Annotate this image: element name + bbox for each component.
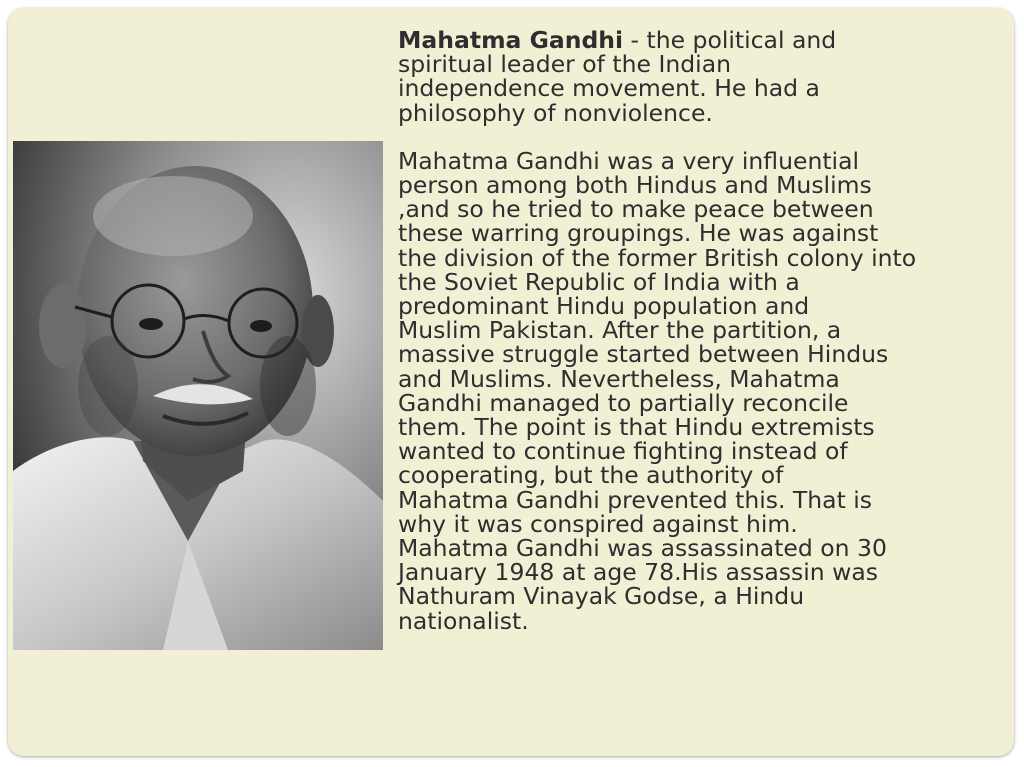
portrait-illustration — [13, 141, 383, 650]
portrait-photo — [13, 141, 383, 650]
subject-name: Mahatma Gandhi — [398, 26, 624, 54]
article-text — [398, 28, 998, 633]
intro-text: - the political and spiritual leader of the Indian independence movement. He had a philosophy of nonviolence. — [398, 26, 837, 127]
intro-paragraph — [398, 28, 998, 125]
body-paragraph: Mahatma Gandhi was a very influential person among both Hindus and Muslims ,and so he tried to make peace between these warring groupings. He was against the division of the former British colony into the Soviet Republic of India with a predominant Hindu population and Muslim Pakistan. After the partition, a massive struggle started between Hindus and Muslims. Nevertheless, Mahatma Gandhi managed to partially reconcile them. The point is that Hindu extremists wanted to continue fighting instead of cooperating, but the authority of Mahatma Gandhi prevented this. That is why it was conspired against him. Mahatma Gandhi was assassinated on 30 January 1948 at age 78.His assassin was Nathuram Vinayak Godse, a Hindu nationalist. — [398, 146, 917, 635]
